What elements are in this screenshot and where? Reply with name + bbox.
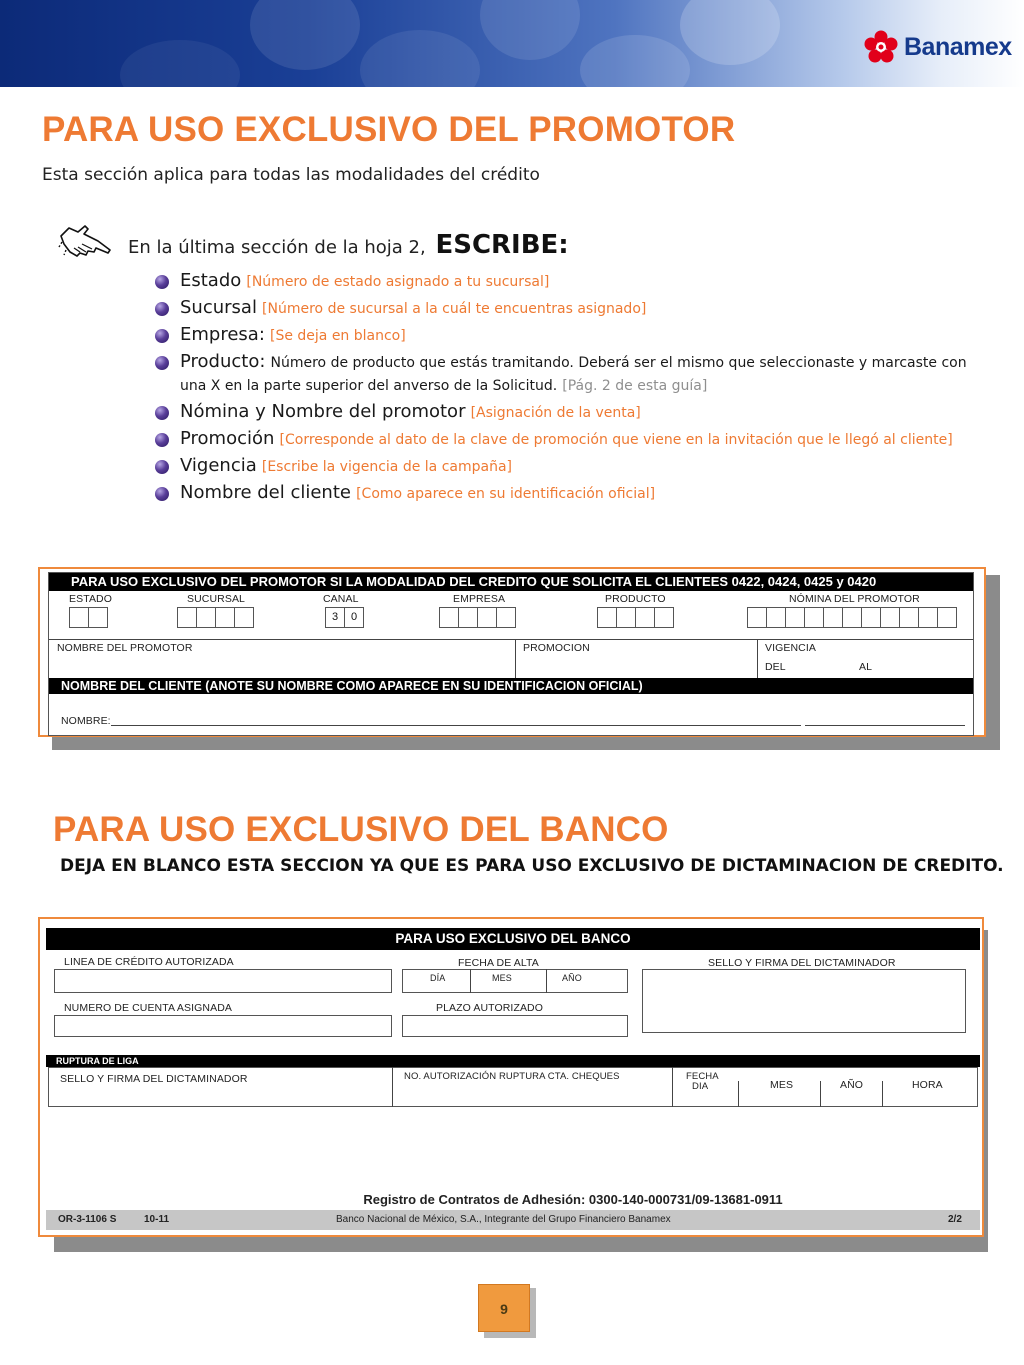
digit-box: [88, 607, 108, 628]
section-title-banco: PARA USO EXCLUSIVO DEL BANCO: [53, 810, 669, 849]
label-empresa: EMPRESA: [453, 593, 506, 605]
label-mes2: MES: [770, 1079, 794, 1091]
page-number: 9: [478, 1284, 530, 1332]
divider: [672, 1067, 673, 1107]
digit-box: [861, 607, 881, 628]
instruction-list: [155, 270, 985, 509]
promotor-form-image: [38, 567, 986, 737]
digit-box: [196, 607, 216, 628]
name-line: [111, 725, 801, 726]
banner-decoration: [480, 0, 580, 60]
sello-box: [642, 969, 966, 1033]
bullet-icon: [155, 302, 169, 316]
item-term: Nómina y Nombre del promotor: [180, 401, 466, 422]
banner-decoration: [680, 0, 780, 65]
header-banner: [0, 0, 1024, 87]
estado-boxes: [69, 607, 107, 628]
item-hint: [Número de sucursal a la cuál te encuentras asignado]: [262, 301, 647, 317]
label-nombre-promotor: NOMBRE DEL PROMOTOR: [57, 642, 193, 654]
divider: [515, 639, 516, 678]
divider: [820, 1081, 821, 1107]
item-hint: [Pág. 2 de esta guía]: [562, 378, 708, 394]
bullet-icon: [155, 460, 169, 474]
ruptura-header: RUPTURA DE LIGA: [46, 1055, 980, 1067]
intro-emphasis: ESCRIBE:: [435, 230, 569, 260]
digit-box: [937, 607, 957, 628]
form-frame: [48, 572, 974, 736]
digit-box: [496, 607, 516, 628]
label-fecha: FECHA: [686, 1071, 719, 1082]
banco-form-image: [38, 917, 984, 1237]
banamex-flower-icon: [864, 30, 898, 64]
digit-box: [458, 607, 478, 628]
digit-box: [635, 607, 655, 628]
label-promocion: PROMOCION: [523, 642, 590, 654]
digit-box: [823, 607, 843, 628]
name-line: [805, 725, 965, 726]
empresa-boxes: [439, 607, 515, 628]
label-cuenta: NUMERO DE CUENTA ASIGNADA: [64, 1002, 232, 1014]
digit-box: [439, 607, 459, 628]
label-mes: MES: [492, 973, 512, 983]
label-vigencia: VIGENCIA: [765, 642, 816, 654]
item-term: Vigencia: [180, 455, 257, 476]
sucursal-boxes: [177, 607, 253, 628]
cuenta-box: [54, 1015, 392, 1037]
label-dia: DÍA: [430, 973, 446, 983]
digit-box: [804, 607, 824, 628]
digit-box: [747, 607, 767, 628]
registry-text: Registro de Contratos de Adhesión: 0300-140-000731/09-13681-0911: [363, 1192, 783, 1207]
item-term: Promoción: [180, 428, 275, 449]
producto-boxes: [597, 607, 673, 628]
label-sello: SELLO Y FIRMA DEL DICTAMINADOR: [708, 957, 896, 969]
linea-box: [54, 969, 392, 993]
label-ano2: AÑO: [840, 1079, 864, 1091]
label-fecha-alta: FECHA DE ALTA: [458, 957, 539, 969]
digit-box: [842, 607, 862, 628]
label-del: DEL: [765, 661, 786, 673]
item-text: Número de producto que estás tramitando. Deberá ser el mismo que seleccionaste y marcaste con una X en la parte superior del anverso de la Solicitud.: [180, 355, 967, 394]
digit-box: [899, 607, 919, 628]
section-subtitle: Esta sección aplica para todas las modalidades del crédito: [42, 165, 540, 185]
item-term: Empresa:: [180, 324, 265, 345]
form-code: OR-3-1106 S: [58, 1214, 117, 1225]
banner-decoration: [360, 30, 480, 87]
label-plazo: PLAZO AUTORIZADO: [436, 1002, 544, 1014]
digit-box: [880, 607, 900, 628]
page-title: PARA USO EXCLUSIVO DEL PROMOTOR: [42, 110, 736, 149]
nomina-boxes: [747, 607, 956, 628]
digit-box: [477, 607, 497, 628]
bullet-icon: [155, 356, 169, 370]
digit-box: [654, 607, 674, 628]
digit-box: [616, 607, 636, 628]
item-hint: [Corresponde al dato de la clave de promoción que viene en la invitación que le llegó al cliente]: [279, 432, 953, 448]
item-term: Nombre del cliente: [180, 482, 351, 503]
item-term: Producto:: [180, 351, 266, 372]
bullet-icon: [155, 329, 169, 343]
digit-box: [177, 607, 197, 628]
divider: [546, 969, 547, 993]
label-autorizacion: NO. AUTORIZACIÓN RUPTURA CTA. CHEQUES: [404, 1071, 620, 1082]
banner-decoration: [580, 35, 690, 87]
label-estado: ESTADO: [69, 593, 112, 605]
list-item: [155, 324, 985, 347]
item-term: Sucursal: [180, 297, 257, 318]
digit-box: [766, 607, 786, 628]
item-hint: [Asignación de la venta]: [470, 405, 641, 421]
brand-name: Banamex: [904, 32, 1012, 61]
list-item: [155, 455, 985, 478]
digit-box: [234, 607, 254, 628]
plazo-box: [402, 1015, 628, 1037]
label-hora: HORA: [912, 1079, 943, 1091]
label-producto: PRODUCTO: [605, 593, 666, 605]
divider: [738, 1081, 739, 1107]
digit-box: [215, 607, 235, 628]
list-item: [155, 270, 985, 293]
label-dia2: DIA: [692, 1081, 709, 1092]
intro-line: [128, 230, 569, 260]
digit-box: [785, 607, 805, 628]
label-nomina: NÓMINA DEL PROMOTOR: [789, 593, 920, 605]
item-hint: [Se deja en blanco]: [269, 328, 406, 344]
digit-box: [918, 607, 938, 628]
digit-box: [69, 607, 89, 628]
canal-boxes: [325, 607, 363, 628]
item-hint: [Como aparece en su identificación oficial]: [356, 486, 656, 502]
form-header: PARA USO EXCLUSIVO DEL BANCO: [46, 928, 980, 950]
form-frame: [46, 925, 980, 1231]
divider: [392, 1067, 393, 1107]
intro-text: En la última sección de la hoja 2,: [128, 237, 426, 258]
divider: [49, 639, 973, 640]
label-sucursal: SUCURSAL: [187, 593, 245, 605]
divider: [882, 1081, 883, 1107]
divider: [470, 969, 471, 993]
list-item: [155, 401, 985, 424]
banco-note: DEJA EN BLANCO ESTA SECCION YA QUE ES PARA USO EXCLUSIVO DE DICTAMINACION DE CREDITO.: [60, 856, 1004, 876]
form-footer: [46, 1210, 980, 1230]
bullet-icon: [155, 487, 169, 501]
digit-box: [597, 607, 617, 628]
item-term: Estado: [180, 270, 242, 291]
label-al: AL: [859, 661, 873, 673]
form-version: 10-11: [144, 1214, 170, 1225]
bullet-icon: [155, 406, 169, 420]
form-header: PARA USO EXCLUSIVO DEL PROMOTOR SI LA MODALIDAD DEL CREDITO QUE SOLICITA EL CLIENTEES 0422, 0424, 0425 y 0420: [49, 573, 973, 591]
divider: [757, 639, 758, 678]
list-item: [155, 482, 985, 505]
form-page: 2/2: [948, 1214, 962, 1225]
label-nombre: NOMBRE:: [61, 715, 111, 727]
form-company: Banco Nacional de México, S.A., Integrante del Grupo Financiero Banamex: [336, 1214, 671, 1225]
banner-decoration: [250, 0, 360, 70]
item-hint: [Escribe la vigencia de la campaña]: [261, 459, 512, 475]
bullet-icon: [155, 433, 169, 447]
list-item: [155, 428, 985, 451]
client-header: NOMBRE DEL CLIENTE (ANOTE SU NOMBRE COMO APARECE EN SU IDENTIFICACION OFICIAL): [49, 678, 973, 694]
list-item: [155, 351, 985, 397]
label-linea: LINEA DE CRÉDITO AUTORIZADA: [64, 956, 234, 968]
digit-box: 0: [344, 607, 364, 628]
label-sello2: SELLO Y FIRMA DEL DICTAMINADOR: [60, 1073, 248, 1085]
banamex-logo: [864, 27, 1012, 67]
bullet-icon: [155, 275, 169, 289]
label-ano: AÑO: [562, 973, 582, 983]
banner-decoration: [120, 40, 240, 87]
pointing-hand-icon: [58, 222, 116, 260]
list-item: [155, 297, 985, 320]
digit-box: 3: [325, 607, 345, 628]
item-hint: [Número de estado asignado a tu sucursal]: [246, 274, 550, 290]
label-canal: CANAL: [323, 593, 359, 605]
